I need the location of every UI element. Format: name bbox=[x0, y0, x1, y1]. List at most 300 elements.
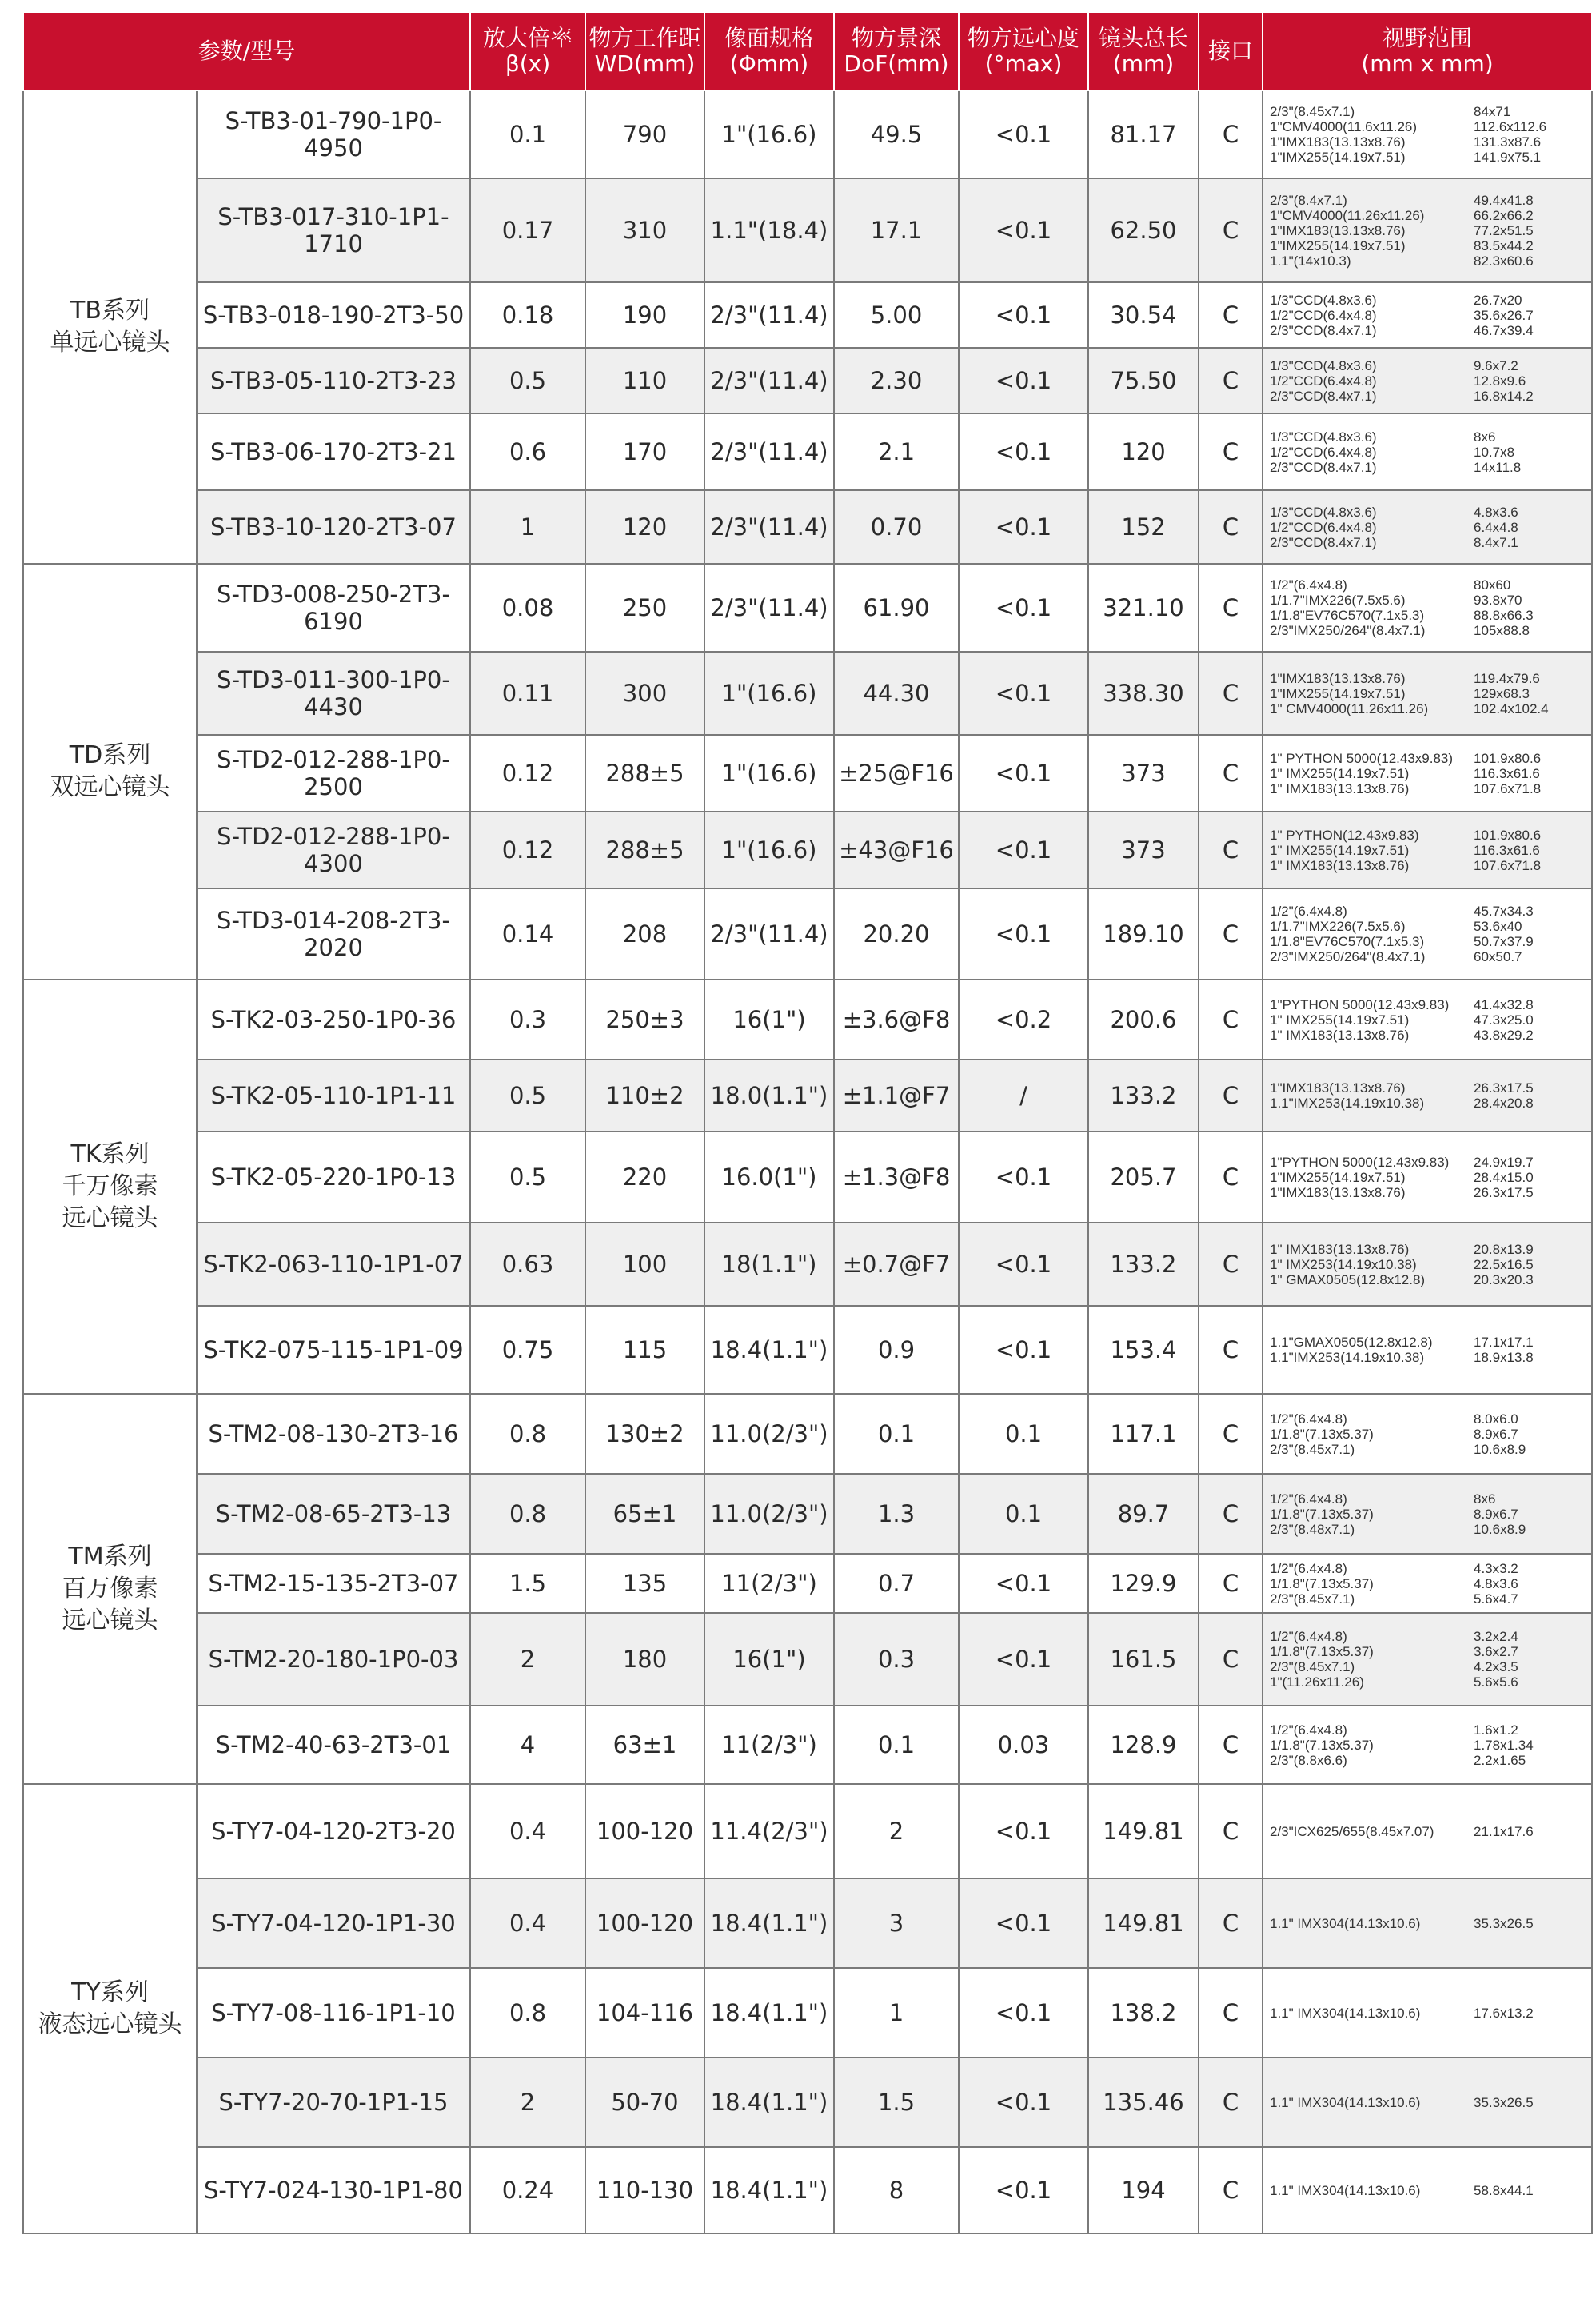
fov-entry bbox=[1270, 1335, 1591, 1350]
cell-depth-of-field: 2.1 bbox=[834, 413, 959, 490]
cell-total-length: 149.81 bbox=[1088, 1878, 1199, 1968]
cell-working-distance: 100-120 bbox=[585, 1784, 704, 1878]
cell-sensor-size: 1"(16.6) bbox=[704, 735, 834, 812]
cell-sensor-size: 1"(16.6) bbox=[704, 812, 834, 888]
cell-mount: C bbox=[1199, 282, 1263, 348]
fov-sensor: 2/3"CCD(8.4x7.1) bbox=[1270, 388, 1377, 404]
cell-magnification: 0.3 bbox=[470, 980, 585, 1060]
series-name bbox=[23, 1394, 197, 1784]
fov-entry bbox=[1270, 1185, 1591, 1200]
fov-value: 35.3x26.5 bbox=[1474, 2094, 1534, 2110]
cell-telecentricity: <0.1 bbox=[959, 348, 1088, 413]
fov-entry bbox=[1270, 1507, 1591, 1522]
cell-field-of-view bbox=[1263, 348, 1592, 413]
fov-entry bbox=[1270, 1722, 1591, 1738]
fov-sensor: 1/1.8"EV76C570(7.1x5.3) bbox=[1270, 608, 1425, 623]
fov-entry bbox=[1270, 358, 1591, 373]
cell-field-of-view bbox=[1263, 1060, 1592, 1132]
fov-sensor: 1" IMX183(13.13x8.76) bbox=[1270, 1027, 1410, 1043]
table-row bbox=[23, 282, 1592, 348]
fov-entry bbox=[1270, 238, 1591, 253]
cell-total-length: 30.54 bbox=[1088, 282, 1199, 348]
fov-sensor: 1/2"(6.4x4.8) bbox=[1270, 1411, 1347, 1427]
cell-magnification: 0.12 bbox=[470, 735, 585, 812]
fov-sensor: 1" IMX183(13.13x8.76) bbox=[1270, 857, 1410, 873]
fov-sensor: 1/1.8"(7.13x5.37) bbox=[1270, 1506, 1374, 1522]
series-name-line: 远心镜头 bbox=[62, 1607, 158, 1634]
fov-entry bbox=[1270, 1824, 1591, 1839]
cell-working-distance: 110-130 bbox=[585, 2147, 704, 2233]
fov-entry bbox=[1270, 1411, 1591, 1427]
fov-entry bbox=[1270, 1738, 1591, 1753]
cell-mount: C bbox=[1199, 1968, 1263, 2058]
fov-sensor: 1.1"IMX253(14.19x10.38) bbox=[1270, 1350, 1425, 1365]
cell-field-of-view bbox=[1263, 1784, 1592, 1878]
series-name-line: TY系列 bbox=[71, 1978, 149, 2006]
cell-depth-of-field: 0.1 bbox=[834, 1706, 959, 1784]
cell-sensor-size: 18.4(1.1") bbox=[704, 1306, 834, 1394]
cell-mount: C bbox=[1199, 1394, 1263, 1474]
header-working-distance: 物方工作距 WD(mm) bbox=[585, 12, 704, 90]
fov-value: 3.6x2.7 bbox=[1474, 1644, 1518, 1659]
fov-entry bbox=[1270, 1491, 1591, 1507]
cell-depth-of-field: 61.90 bbox=[834, 564, 959, 652]
fov-sensor: 2/3"CCD(8.4x7.1) bbox=[1270, 459, 1377, 475]
cell-model: S-TD3-014-208-2T3-2020 bbox=[197, 888, 470, 980]
fov-sensor: 1.1" IMX304(14.13x10.6) bbox=[1270, 2094, 1421, 2110]
cell-telecentricity: <0.1 bbox=[959, 282, 1088, 348]
cell-telecentricity: <0.1 bbox=[959, 652, 1088, 735]
fov-value: 17.1x17.1 bbox=[1474, 1335, 1534, 1350]
fov-sensor: 2/3"(8.45x7.1) bbox=[1270, 1659, 1355, 1674]
cell-total-length: 153.4 bbox=[1088, 1306, 1199, 1394]
fov-entry bbox=[1270, 593, 1591, 608]
cell-sensor-size: 16(1") bbox=[704, 980, 834, 1060]
fov-value: 8.4x7.1 bbox=[1474, 534, 1518, 550]
fov-sensor: 1/1.7"IMX226(7.5x5.6) bbox=[1270, 593, 1406, 608]
fov-sensor: 1.1" IMX304(14.13x10.6) bbox=[1270, 1915, 1421, 1931]
cell-total-length: 321.10 bbox=[1088, 564, 1199, 652]
fov-entry bbox=[1270, 1576, 1591, 1591]
fov-sensor: 2/3"CCD(8.4x7.1) bbox=[1270, 322, 1377, 338]
fov-sensor: 1/2"(6.4x4.8) bbox=[1270, 1560, 1347, 1576]
cell-mount: C bbox=[1199, 980, 1263, 1060]
fov-sensor: 1"IMX183(13.13x8.76) bbox=[1270, 1080, 1406, 1096]
cell-total-length: 133.2 bbox=[1088, 1060, 1199, 1132]
cell-working-distance: 130±2 bbox=[585, 1394, 704, 1474]
fov-sensor: 2/3"(8.4x7.1) bbox=[1270, 192, 1347, 208]
fov-sensor: 1"IMX255(14.19x7.51) bbox=[1270, 150, 1406, 165]
cell-field-of-view bbox=[1263, 564, 1592, 652]
cell-telecentricity: <0.1 bbox=[959, 564, 1088, 652]
fov-sensor: 1"IMX255(14.19x7.51) bbox=[1270, 237, 1406, 253]
cell-field-of-view bbox=[1263, 1613, 1592, 1706]
cell-sensor-size: 1.1"(18.4) bbox=[704, 178, 834, 282]
cell-sensor-size: 1"(16.6) bbox=[704, 652, 834, 735]
cell-magnification: 0.63 bbox=[470, 1223, 585, 1306]
cell-telecentricity: <0.1 bbox=[959, 1554, 1088, 1613]
fov-sensor: 1" IMX255(14.19x7.51) bbox=[1270, 765, 1410, 781]
cell-sensor-size: 18.4(1.1") bbox=[704, 1968, 834, 2058]
cell-depth-of-field: 2 bbox=[834, 1784, 959, 1878]
fov-entry bbox=[1270, 1427, 1591, 1442]
fov-sensor: 1.1" IMX304(14.13x10.6) bbox=[1270, 2182, 1421, 2198]
cell-sensor-size: 2/3"(11.4) bbox=[704, 348, 834, 413]
table-row bbox=[23, 90, 1592, 178]
cell-magnification: 0.11 bbox=[470, 652, 585, 735]
cell-mount: C bbox=[1199, 413, 1263, 490]
cell-magnification: 0.24 bbox=[470, 2147, 585, 2233]
fov-entry bbox=[1270, 1257, 1591, 1272]
cell-mount: C bbox=[1199, 1474, 1263, 1554]
series-name bbox=[23, 980, 197, 1394]
cell-field-of-view bbox=[1263, 413, 1592, 490]
fov-value: 131.3x87.6 bbox=[1474, 134, 1542, 150]
cell-working-distance: 110 bbox=[585, 348, 704, 413]
cell-total-length: 81.17 bbox=[1088, 90, 1199, 178]
cell-field-of-view bbox=[1263, 1132, 1592, 1223]
cell-model: S-TM2-08-130-2T3-16 bbox=[197, 1394, 470, 1474]
header-sensor-size: 像面规格 (Φmm) bbox=[704, 12, 834, 90]
cell-telecentricity: 0.1 bbox=[959, 1474, 1088, 1554]
fov-entry bbox=[1270, 1522, 1591, 1537]
cell-model: S-TY7-04-120-2T3-20 bbox=[197, 1784, 470, 1878]
cell-model: S-TK2-05-220-1P0-13 bbox=[197, 1132, 470, 1223]
series-name-line: 百万像素 bbox=[62, 1575, 158, 1603]
fov-value: 101.9x80.6 bbox=[1474, 750, 1542, 766]
cell-sensor-size: 2/3"(11.4) bbox=[704, 490, 834, 564]
fov-entry bbox=[1270, 1028, 1591, 1043]
cell-field-of-view bbox=[1263, 178, 1592, 282]
cell-total-length: 89.7 bbox=[1088, 1474, 1199, 1554]
fov-entry bbox=[1270, 2183, 1591, 2198]
fov-sensor: 1/1.8"(7.13x5.37) bbox=[1270, 1575, 1374, 1591]
cell-telecentricity: / bbox=[959, 1060, 1088, 1132]
cell-total-length: 373 bbox=[1088, 812, 1199, 888]
cell-model: S-TY7-024-130-1P1-80 bbox=[197, 2147, 470, 2233]
fov-value: 102.4x102.4 bbox=[1474, 700, 1549, 716]
cell-model: S-TM2-20-180-1P0-03 bbox=[197, 1613, 470, 1706]
cell-magnification: 0.5 bbox=[470, 348, 585, 413]
cell-model: S-TK2-075-115-1P1-09 bbox=[197, 1306, 470, 1394]
cell-depth-of-field: 0.3 bbox=[834, 1613, 959, 1706]
cell-sensor-size: 2/3"(11.4) bbox=[704, 413, 834, 490]
cell-magnification: 0.8 bbox=[470, 1968, 585, 2058]
series-name bbox=[23, 90, 197, 564]
cell-depth-of-field: ±3.6@F8 bbox=[834, 980, 959, 1060]
series-name-line: 单远心镜头 bbox=[50, 329, 170, 357]
fov-sensor: 1" IMX183(13.13x8.76) bbox=[1270, 780, 1410, 796]
fov-value: 41.4x32.8 bbox=[1474, 996, 1534, 1012]
fov-value: 8x6 bbox=[1474, 429, 1496, 445]
cell-sensor-size: 11.0(2/3") bbox=[704, 1394, 834, 1474]
fov-entry bbox=[1270, 1561, 1591, 1576]
cell-working-distance: 220 bbox=[585, 1132, 704, 1223]
fov-entry bbox=[1270, 429, 1591, 445]
cell-model: S-TB3-05-110-2T3-23 bbox=[197, 348, 470, 413]
cell-model: S-TB3-06-170-2T3-21 bbox=[197, 413, 470, 490]
cell-model: S-TB3-018-190-2T3-50 bbox=[197, 282, 470, 348]
fov-value: 20.8x13.9 bbox=[1474, 1241, 1534, 1257]
cell-working-distance: 190 bbox=[585, 282, 704, 348]
fov-value: 18.9x13.8 bbox=[1474, 1350, 1534, 1365]
cell-field-of-view bbox=[1263, 1968, 1592, 2058]
fov-entry bbox=[1270, 623, 1591, 638]
fov-sensor: 1/3"CCD(4.8x3.6) bbox=[1270, 429, 1377, 445]
fov-value: 16.8x14.2 bbox=[1474, 388, 1534, 404]
cell-sensor-size: 18.4(1.1") bbox=[704, 1878, 834, 1968]
cell-mount: C bbox=[1199, 812, 1263, 888]
cell-mount: C bbox=[1199, 735, 1263, 812]
fov-value: 12.8x9.6 bbox=[1474, 373, 1526, 389]
cell-sensor-size: 11.0(2/3") bbox=[704, 1474, 834, 1554]
cell-telecentricity: <0.1 bbox=[959, 1306, 1088, 1394]
fov-sensor: 1" IMX255(14.19x7.51) bbox=[1270, 1012, 1410, 1028]
fov-sensor: 1/1.8"(7.13x5.37) bbox=[1270, 1644, 1374, 1659]
cell-depth-of-field: 1 bbox=[834, 1968, 959, 2058]
cell-mount: C bbox=[1199, 490, 1263, 564]
fov-value: 45.7x34.3 bbox=[1474, 904, 1534, 919]
fov-sensor: 1/3"CCD(4.8x3.6) bbox=[1270, 292, 1377, 308]
cell-working-distance: 250±3 bbox=[585, 980, 704, 1060]
cell-telecentricity: <0.1 bbox=[959, 1132, 1088, 1223]
cell-sensor-size: 2/3"(11.4) bbox=[704, 888, 834, 980]
fov-sensor: 1"IMX183(13.13x8.76) bbox=[1270, 222, 1406, 238]
fov-entry bbox=[1270, 751, 1591, 766]
cell-telecentricity: <0.1 bbox=[959, 1878, 1088, 1968]
fov-sensor: 1/1.8"(7.13x5.37) bbox=[1270, 1426, 1374, 1442]
cell-telecentricity: <0.2 bbox=[959, 980, 1088, 1060]
fov-entry bbox=[1270, 828, 1591, 843]
cell-total-length: 117.1 bbox=[1088, 1394, 1199, 1474]
fov-entry bbox=[1270, 686, 1591, 701]
cell-mount: C bbox=[1199, 1306, 1263, 1394]
cell-magnification: 0.12 bbox=[470, 812, 585, 888]
fov-sensor: 1"IMX183(13.13x8.76) bbox=[1270, 134, 1406, 150]
cell-depth-of-field: ±0.7@F7 bbox=[834, 1223, 959, 1306]
fov-value: 20.3x20.3 bbox=[1474, 1271, 1534, 1287]
cell-depth-of-field: 1.5 bbox=[834, 2058, 959, 2147]
fov-value: 101.9x80.6 bbox=[1474, 827, 1542, 843]
fov-value: 9.6x7.2 bbox=[1474, 357, 1518, 373]
fov-value: 10.6x8.9 bbox=[1474, 1521, 1526, 1537]
table-row bbox=[23, 1223, 1592, 1306]
cell-field-of-view bbox=[1263, 490, 1592, 564]
fov-value: 28.4x15.0 bbox=[1474, 1169, 1534, 1185]
fov-value: 22.5x16.5 bbox=[1474, 1256, 1534, 1272]
cell-mount: C bbox=[1199, 564, 1263, 652]
cell-mount: C bbox=[1199, 1060, 1263, 1132]
cell-total-length: 128.9 bbox=[1088, 1706, 1199, 1784]
cell-model: S-TD3-011-300-1P0-4430 bbox=[197, 652, 470, 735]
fov-sensor: 2/3"IMX250/264"(8.4x7.1) bbox=[1270, 949, 1426, 964]
fov-value: 1.6x1.2 bbox=[1474, 1722, 1518, 1738]
fov-sensor: 1/3"CCD(4.8x3.6) bbox=[1270, 504, 1377, 520]
fov-value: 4.2x3.5 bbox=[1474, 1659, 1518, 1674]
cell-sensor-size: 1"(16.6) bbox=[704, 90, 834, 178]
fov-sensor: 2/3"IMX250/264"(8.4x7.1) bbox=[1270, 623, 1426, 638]
cell-working-distance: 170 bbox=[585, 413, 704, 490]
fov-entry bbox=[1270, 150, 1591, 165]
fov-value: 46.7x39.4 bbox=[1474, 322, 1534, 338]
fov-entry bbox=[1270, 460, 1591, 475]
table-row bbox=[23, 413, 1592, 490]
cell-magnification: 0.4 bbox=[470, 1878, 585, 1968]
table-row bbox=[23, 2058, 1592, 2147]
cell-sensor-size: 16(1") bbox=[704, 1613, 834, 1706]
cell-telecentricity: <0.1 bbox=[959, 2147, 1088, 2233]
fov-entry bbox=[1270, 1242, 1591, 1257]
fov-value: 119.4x79.6 bbox=[1474, 670, 1540, 686]
cell-depth-of-field: 0.70 bbox=[834, 490, 959, 564]
cell-mount: C bbox=[1199, 652, 1263, 735]
cell-mount: C bbox=[1199, 1878, 1263, 1968]
table-row bbox=[23, 980, 1592, 1060]
cell-telecentricity: <0.1 bbox=[959, 2058, 1088, 2147]
fov-entry bbox=[1270, 934, 1591, 949]
fov-entry bbox=[1270, 1155, 1591, 1170]
cell-field-of-view bbox=[1263, 1878, 1592, 1968]
fov-sensor: 2/3"(8.45x7.1) bbox=[1270, 1591, 1355, 1607]
cell-total-length: 149.81 bbox=[1088, 1784, 1199, 1878]
cell-depth-of-field: 2.30 bbox=[834, 348, 959, 413]
fov-entry bbox=[1270, 1272, 1591, 1287]
cell-depth-of-field: ±43@F16 bbox=[834, 812, 959, 888]
cell-field-of-view bbox=[1263, 812, 1592, 888]
cell-magnification: 0.1 bbox=[470, 90, 585, 178]
cell-magnification: 2 bbox=[470, 1613, 585, 1706]
fov-value: 35.3x26.5 bbox=[1474, 1915, 1534, 1931]
cell-model: S-TB3-10-120-2T3-07 bbox=[197, 490, 470, 564]
cell-depth-of-field: 3 bbox=[834, 1878, 959, 1968]
header-field-of-view: 视野范围 (mm x mm) bbox=[1263, 12, 1592, 90]
fov-entry bbox=[1270, 193, 1591, 208]
fov-entry bbox=[1270, 253, 1591, 269]
cell-magnification: 0.5 bbox=[470, 1132, 585, 1223]
fov-sensor: 1/2"(6.4x4.8) bbox=[1270, 577, 1347, 593]
series-name bbox=[23, 1784, 197, 2233]
fov-value: 17.6x13.2 bbox=[1474, 2005, 1534, 2021]
fov-entry bbox=[1270, 1591, 1591, 1607]
cell-magnification: 0.17 bbox=[470, 178, 585, 282]
fov-value: 2.2x1.65 bbox=[1474, 1752, 1526, 1768]
fov-value: 26.7x20 bbox=[1474, 292, 1522, 308]
fov-value: 26.3x17.5 bbox=[1474, 1184, 1534, 1200]
cell-total-length: 152 bbox=[1088, 490, 1199, 564]
cell-sensor-size: 18.4(1.1") bbox=[704, 2058, 834, 2147]
series-name-line: 液态远心镜头 bbox=[38, 2010, 182, 2038]
cell-mount: C bbox=[1199, 178, 1263, 282]
fov-sensor: 1.1"IMX253(14.19x10.38) bbox=[1270, 1096, 1425, 1111]
cell-telecentricity: <0.1 bbox=[959, 490, 1088, 564]
cell-model: S-TB3-017-310-1P1-1710 bbox=[197, 178, 470, 282]
fov-sensor: 1/2"(6.4x4.8) bbox=[1270, 1491, 1347, 1507]
fov-sensor: 2/3"ICX625/655(8.45x7.07) bbox=[1270, 1823, 1434, 1839]
fov-sensor: 1.1"GMAX0505(12.8x12.8) bbox=[1270, 1335, 1433, 1350]
cell-depth-of-field: 49.5 bbox=[834, 90, 959, 178]
cell-working-distance: 100-120 bbox=[585, 1878, 704, 1968]
table-row bbox=[23, 812, 1592, 888]
cell-magnification: 2 bbox=[470, 2058, 585, 2147]
cell-mount: C bbox=[1199, 2058, 1263, 2147]
fov-entry bbox=[1270, 608, 1591, 623]
fov-value: 116.3x61.6 bbox=[1474, 765, 1540, 781]
fov-sensor: 1"CMV4000(11.6x11.26) bbox=[1270, 119, 1418, 134]
cell-depth-of-field: ±1.3@F8 bbox=[834, 1132, 959, 1223]
fov-value: 82.3x60.6 bbox=[1474, 253, 1534, 269]
cell-working-distance: 790 bbox=[585, 90, 704, 178]
fov-entry bbox=[1270, 1080, 1591, 1096]
fov-entry bbox=[1270, 1170, 1591, 1185]
cell-model: S-TD3-008-250-2T3-6190 bbox=[197, 564, 470, 652]
cell-magnification: 0.18 bbox=[470, 282, 585, 348]
fov-entry bbox=[1270, 1350, 1591, 1365]
fov-entry bbox=[1270, 858, 1591, 873]
cell-model: S-TK2-05-110-1P1-11 bbox=[197, 1060, 470, 1132]
cell-sensor-size: 11.4(2/3") bbox=[704, 1784, 834, 1878]
table-row bbox=[23, 1474, 1592, 1554]
fov-entry bbox=[1270, 119, 1591, 134]
fov-value: 28.4x20.8 bbox=[1474, 1096, 1534, 1111]
table-row bbox=[23, 1784, 1592, 1878]
series-name-line: TD系列 bbox=[69, 741, 151, 769]
cell-working-distance: 63±1 bbox=[585, 1706, 704, 1784]
fov-value: 8.9x6.7 bbox=[1474, 1506, 1518, 1522]
fov-value: 129x68.3 bbox=[1474, 685, 1530, 701]
cell-magnification: 0.6 bbox=[470, 413, 585, 490]
fov-value: 49.4x41.8 bbox=[1474, 192, 1534, 208]
fov-value: 58.8x44.1 bbox=[1474, 2182, 1534, 2198]
cell-total-length: 75.50 bbox=[1088, 348, 1199, 413]
fov-entry bbox=[1270, 308, 1591, 323]
series-name-line: TM系列 bbox=[68, 1543, 152, 1571]
table-row bbox=[23, 1132, 1592, 1223]
cell-depth-of-field: 17.1 bbox=[834, 178, 959, 282]
fov-entry bbox=[1270, 919, 1591, 934]
cell-model: S-TM2-40-63-2T3-01 bbox=[197, 1706, 470, 1784]
cell-depth-of-field: ±25@F16 bbox=[834, 735, 959, 812]
cell-model: S-TD2-012-288-1P0-4300 bbox=[197, 812, 470, 888]
fov-sensor: 1" GMAX0505(12.8x12.8) bbox=[1270, 1271, 1426, 1287]
fov-value: 66.2x66.2 bbox=[1474, 207, 1534, 223]
fov-value: 5.6x4.7 bbox=[1474, 1591, 1518, 1607]
header-params-model: 参数/型号 bbox=[23, 12, 470, 90]
cell-depth-of-field: 8 bbox=[834, 2147, 959, 2233]
fov-value: 47.3x25.0 bbox=[1474, 1012, 1534, 1028]
table-row bbox=[23, 1613, 1592, 1706]
cell-total-length: 205.7 bbox=[1088, 1132, 1199, 1223]
table-row bbox=[23, 348, 1592, 413]
fov-sensor: 1" IMX183(13.13x8.76) bbox=[1270, 1241, 1410, 1257]
cell-sensor-size: 11(2/3") bbox=[704, 1706, 834, 1784]
fov-entry bbox=[1270, 997, 1591, 1012]
series-name-line: 远心镜头 bbox=[62, 1204, 158, 1232]
fov-entry bbox=[1270, 781, 1591, 796]
fov-entry bbox=[1270, 2095, 1591, 2110]
cell-field-of-view bbox=[1263, 282, 1592, 348]
cell-sensor-size: 18(1.1") bbox=[704, 1223, 834, 1306]
cell-sensor-size: 18.0(1.1") bbox=[704, 1060, 834, 1132]
fov-entry bbox=[1270, 535, 1591, 550]
cell-field-of-view bbox=[1263, 652, 1592, 735]
series-name-line: 千万像素 bbox=[62, 1172, 158, 1200]
cell-total-length: 120 bbox=[1088, 413, 1199, 490]
table-row bbox=[23, 178, 1592, 282]
fov-value: 3.2x2.4 bbox=[1474, 1629, 1518, 1644]
fov-value: 43.8x29.2 bbox=[1474, 1027, 1534, 1043]
fov-entry bbox=[1270, 843, 1591, 858]
cell-depth-of-field: 0.7 bbox=[834, 1554, 959, 1613]
